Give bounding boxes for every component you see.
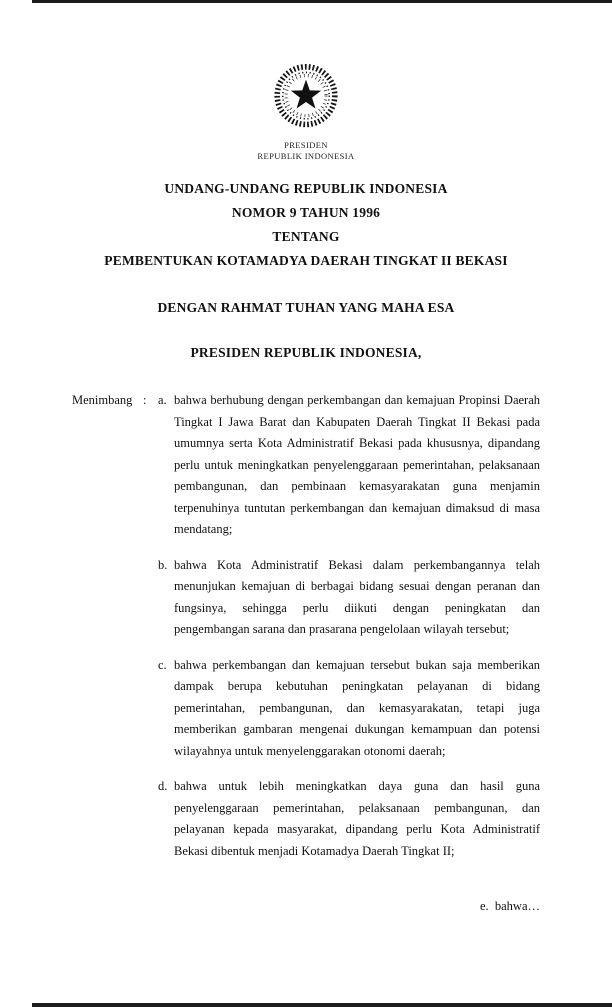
authority-heading: PRESIDEN REPUBLIK INDONESIA, xyxy=(190,345,422,360)
item-text: bahwa perkembangan dan kemajuan tersebut bukan saja memberikan dampak berupa kebutuhan peningkatan pelayanan di bidang pemerintahan, pembangunan, dan kemasyarakatan, tetapi juga memberikan gambaran mengenai dukungan kemampuan dan potensi wilayahnya untuk menyelenggarakan otonomi daerah; xyxy=(174,657,540,758)
item-marker: a. xyxy=(158,393,167,407)
item-marker: c. xyxy=(158,657,167,672)
item-text: bahwa untuk lebih meningkatkan daya guna dan hasil guna penyelenggaraan pemerintahan, pelaksanaan pembangunan, dan pelayanan kepada masyarakat, dipandang perlu Kota Administratif Bekasi dibentuk menjadi Kotamadya Daerah Tingkat II; xyxy=(174,779,540,858)
consideration-item xyxy=(72,390,540,541)
presidential-seal-icon xyxy=(0,54,612,139)
page-catchword: e. bahwa… xyxy=(479,899,540,913)
title-line-tentang: TENTANG xyxy=(272,229,340,244)
consideration-item xyxy=(72,655,540,763)
title-line-number: NOMOR 9 TAHUN 1996 xyxy=(231,205,381,220)
item-text: bahwa berhubung dengan perkembangan dan kemajuan Propinsi Daerah Tingkat I Jawa Barat dan Kabupaten Daerah Tingkat II Bekasi pada umumnya serta Kota Administratif Bekasi pada khususnya, dipandang perlu untuk meningkatkan penyelenggaraan pemerintahan, pelaksanaan pembangunan, dan pembinaan kemasyarakatan guna menjamin terpenuhinya tuntutan perkembangan dan kemajuan dimaksud di masa mendatang; xyxy=(174,393,540,536)
title-line-subject: PEMBENTUKAN KOTAMADYA DAERAH TINGKAT II BEKASI xyxy=(104,253,508,268)
agency-name-line2: REPUBLIK INDONESIA xyxy=(257,151,355,161)
invocation-heading: DENGAN RAHMAT TUHAN YANG MAHA ESA xyxy=(157,300,455,315)
letterhead xyxy=(0,54,612,162)
item-text: bahwa Kota Administratif Bekasi dalam perkembangannya telah menunjukan kemajuan di berbagai bidang sesuai dengan peranan dan fungsinya, sehingga perlu diikuti dengan peningkatan dan pengembangan sarana dan prasarana pengelolaan wilayah tersebut; xyxy=(174,557,540,636)
agency-name-line1: PRESIDEN xyxy=(284,140,328,150)
consideration-item xyxy=(72,776,540,862)
consideration-item xyxy=(72,555,540,641)
menimbang-colon: : xyxy=(143,393,147,407)
menimbang-label: Menimbang xyxy=(72,393,133,407)
title-line-law: UNDANG-UNDANG REPUBLIK INDONESIA xyxy=(164,181,448,196)
document-title xyxy=(0,182,612,278)
considerations-section xyxy=(72,390,540,876)
item-marker: b. xyxy=(158,557,168,572)
scan-edge-bottom xyxy=(32,1003,612,1007)
agency-name xyxy=(0,140,612,162)
item-marker: d. xyxy=(158,779,168,793)
scan-edge-top xyxy=(32,0,612,3)
